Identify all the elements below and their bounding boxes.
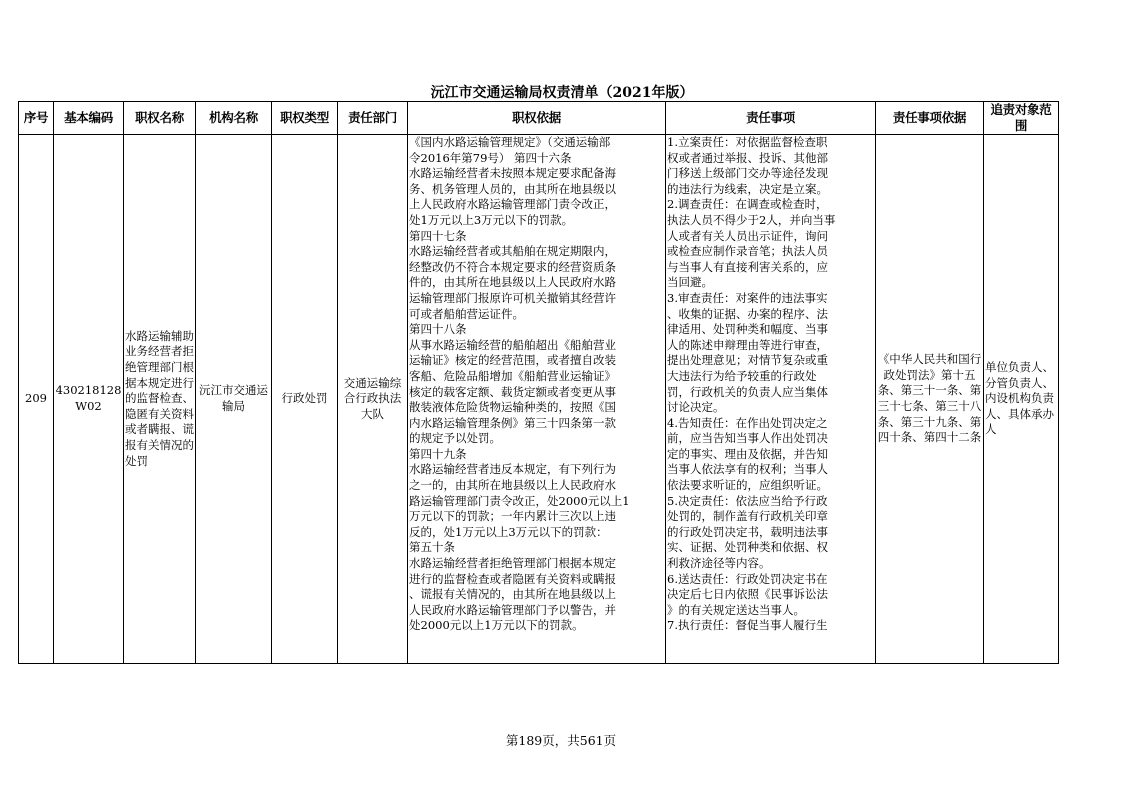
header-row [19,102,1059,135]
cell-responsibility [666,135,876,664]
responsibility-text-line: 权或者通过举报、投诉、其他部 [667,150,828,165]
basis-text-line: 件的，由其所在地县级以上人民政府水路 [409,275,616,290]
responsibility-text-line: 与当事人有直接利害关系的，应 [667,259,828,274]
basis-text-line: 水路运输经营者违反本规定，有下列行为 [409,462,616,477]
header-type: 职权类型 [272,102,338,135]
basis-text-line: 从事水路运输经营的船舶超出《船舶营业 [409,337,616,352]
basis-text-line: 进行的监督检查或者隐匿有关资料或瞒报 [409,571,616,586]
cell-org: 沅江市交通运输局 [196,135,272,664]
basis-text-line: 人民政府水路运输管理部门予以警告，并 [409,602,616,617]
responsibility-text-line: 4.告知责任：在作出处罚决定之 [667,415,828,430]
basis-text-line: 水路运输经营者拒绝管理部门根据本规定 [409,556,616,571]
responsibility-text-line: 实、证据、处罚种类和依据、权 [667,540,828,555]
responsibility-text-line: 3.审查责任：对案件的违法事实 [667,290,828,305]
page-number: 第189页，共561页 [505,733,617,748]
basis-text-line: 令2016年第79号） 第四十六条 [409,150,572,165]
cell-power-name: 水路运输辅助业务经营者拒绝管理部门根据本规定进行的监督检查、隐匿有关资料或者瞒报、谎报有关情况的处罚 [124,135,196,664]
basis-text-line: 水路运输经营者或其船舶在规定期限内， [409,244,616,259]
responsibility-text-line: 人的陈述申辩理由等进行审查， [667,337,828,352]
header-org: 机构名称 [196,102,272,135]
page-title: 沅江市交通运输局权责清单（2021年版） [430,85,694,101]
header-seq: 序号 [19,102,54,135]
basis-text-line: 第四十九条 [409,446,467,461]
responsibility-text-line: 决定后七日内依照《民事诉讼法 [667,587,828,602]
basis-text-line: 之一的，由其所在地县级以上人民政府水 [409,478,616,493]
basis-text-line: 万元以下的罚款；一年内累计三次以上违 [409,509,616,524]
cell-basis [408,135,666,664]
basis-text-line: 第四十八条 [409,322,467,337]
table-row [19,135,1059,664]
basis-text-line: 上人民政府水路运输管理部门责令改正， [409,197,616,212]
basis-text-line: 水路运输经营者未按照本规定要求配备海 [409,166,616,181]
header-dept: 责任部门 [338,102,408,135]
responsibility-text-line: 的违法行为线索，决定是立案。 [667,181,828,196]
basis-text-line: 经整改仍不符合本规定要求的经营资质条 [409,259,616,274]
responsibility-text-line: 2.调查责任：在调查或检查时， [667,197,828,212]
cell-type: 行政处罚 [272,135,338,664]
responsibility-text-line: 1.立案责任：对依据监督检查职 [667,135,828,149]
responsibility-text-line: 7.执行责任：督促当事人履行生 [667,618,828,633]
responsibility-text-line: 执法人员不得少于2人，并向当事 [667,212,836,227]
basis-text-line: 务、机务管理人员的，由其所在地县级以 [409,181,616,196]
responsibility-text-line: 6.送达责任：行政处罚决定书在 [667,571,828,586]
basis-text-line: 客船、危险品船增加《船舶营业运输证》 [409,368,616,383]
responsibility-text-line: 当回避。 [667,275,713,290]
header-power-name: 职权名称 [124,102,196,135]
cell-dept: 交通运输综合行政执法大队 [338,135,408,664]
cell-resp-basis: 《中华人民共和国行政处罚法》第十五条、第三十一条、第三十七条、第三十八条、第三十九条、第四十条、第四十二条 [876,135,984,664]
cell-code: 430218128W02 [54,135,124,664]
basis-text-line: 《国内水路运输管理规定》（交通运输部 [409,135,611,149]
basis-text-line: 反的，处1万元以上3万元以下的罚款： [409,524,608,539]
header-basis: 职权依据 [408,102,666,135]
responsibility-text-line: 大违法行为给予较重的行政处 [667,368,817,383]
responsibility-text-line: 5.决定责任：依法应当给予行政 [667,493,828,508]
responsibility-text-line: 利救济途径等内容。 [667,556,771,571]
header-accountability: 追责对象范围 [984,102,1059,135]
basis-text-line: 散装液体危险货物运输种类的，按照《国 [409,400,616,415]
power-list-table [18,101,1059,664]
basis-text-line: 运输管理部门报原许可机关撤销其经营许 [409,290,616,305]
basis-text-line: 、谎报有关情况的，由其所在地县级以上 [409,587,616,602]
responsibility-text-line: 讨论决定。 [667,400,725,415]
responsibility-text-line: 》的有关规定送达当事人。 [667,602,805,617]
basis-text-line: 第五十条 [409,540,455,555]
responsibility-text-line: 依法要求听证的，应组织听证。 [667,478,828,493]
responsibility-text-line: 前，应当告知当事人作出处罚决 [667,431,828,446]
header-code: 基本编码 [54,102,124,135]
cell-accountability: 单位负责人、分管负责人、内设机构负责人、具体承办人 [984,135,1059,664]
basis-text-line: 可或者船舶营运证件。 [409,306,524,321]
header-responsibility: 责任事项 [666,102,876,135]
basis-text-line: 第四十七条 [409,228,467,243]
cell-seq: 209 [19,135,54,664]
responsibility-text-line: 、收集的证据、办案的程序、法 [667,306,828,321]
responsibility-text-line: 门移送上级部门交办等途径发现 [667,166,828,181]
responsibility-text-line: 律适用、处罚种类和幅度、当事 [667,322,828,337]
basis-text-line: 核定的载客定额、载货定额或者变更从事 [409,384,616,399]
responsibility-text-line: 的行政处罚决定书，载明违法事 [667,524,828,539]
basis-text-line: 内水路运输管理条例》第三十四条第一款 [409,415,616,430]
responsibility-text-line: 罚，行政机关的负责人应当集体 [667,384,828,399]
responsibility-text-line: 处罚的，制作盖有行政机关印章 [667,509,828,524]
responsibility-text-line: 定的事实、理由及依据，并告知 [667,446,828,461]
responsibility-text-line: 提出处理意见；对情节复杂或重 [667,353,828,368]
responsibility-text-line: 或检查应制作录音笔；执法人员 [667,244,828,259]
responsibility-text-line: 当事人依法享有的权利；当事人 [667,462,828,477]
basis-text-line: 处2000元以上1万元以下的罚款。 [409,618,584,633]
basis-text-line: 处1万元以上3万元以下的罚款。 [409,212,574,227]
basis-text-line: 的规定予以处罚。 [409,431,501,446]
responsibility-text-line: 人或者有关人员出示证件，询问 [667,228,828,243]
header-resp-basis: 责任事项依据 [876,102,984,135]
basis-text-line: 运输证》核定的经营范围，或者擅自改装 [409,353,616,368]
basis-text-line: 路运输管理部门责令改正，处2000元以上1 [409,493,630,508]
